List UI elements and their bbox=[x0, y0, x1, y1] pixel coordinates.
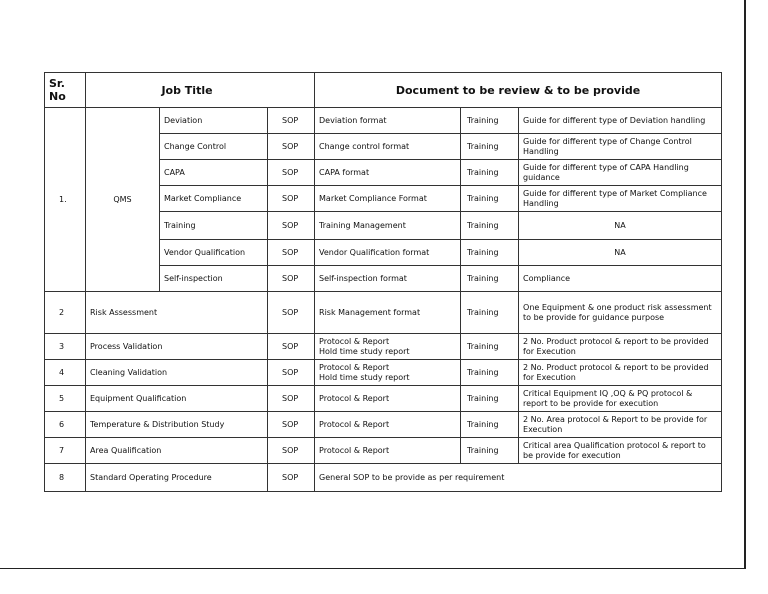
doc-line: Protocol & Report bbox=[319, 393, 390, 403]
sub-title-cell: Training bbox=[160, 212, 268, 240]
remark-cell: NA bbox=[519, 212, 722, 240]
sr-cell: 4 bbox=[45, 360, 86, 386]
remark-cell: Critical Equipment IQ ,OQ & PQ protocol & report to be provide for execution bbox=[519, 386, 722, 412]
doc-cell: General SOP to be provide as per requirement bbox=[315, 464, 722, 492]
header-sr-no: Sr. No bbox=[45, 73, 86, 108]
sr-cell: 1. bbox=[45, 108, 86, 292]
sr-cell: 8 bbox=[45, 464, 86, 492]
sop-cell: SOP bbox=[268, 186, 315, 212]
job-title-cell: Cleaning Validation bbox=[86, 360, 268, 386]
sop-cell: SOP bbox=[268, 464, 315, 492]
sop-cell: SOP bbox=[268, 108, 315, 134]
remark-cell: Compliance bbox=[519, 266, 722, 292]
training-cell: Training bbox=[461, 186, 519, 212]
job-group-cell: QMS bbox=[86, 108, 160, 292]
table-body bbox=[45, 108, 722, 492]
sop-cell: SOP bbox=[268, 334, 315, 360]
training-cell: Training bbox=[461, 160, 519, 186]
doc-line: Hold time study report bbox=[319, 346, 410, 356]
doc-line: Risk Management format bbox=[319, 307, 421, 317]
remark-cell: 2 No. Area protocol & Report to be provide for Execution bbox=[519, 412, 722, 438]
job-title-cell: Equipment Qualification bbox=[86, 386, 268, 412]
remark-cell: Guide for different type of Market Compliance Handling bbox=[519, 186, 722, 212]
sop-cell: SOP bbox=[268, 292, 315, 334]
doc-cell bbox=[315, 438, 461, 464]
header-documents: Document to be review & to be provide bbox=[315, 73, 722, 108]
doc-cell bbox=[315, 292, 461, 334]
training-cell: Training bbox=[461, 334, 519, 360]
doc-cell: Change control format bbox=[315, 134, 461, 160]
sr-cell: 7 bbox=[45, 438, 86, 464]
training-cell: Training bbox=[461, 412, 519, 438]
table-row bbox=[45, 464, 722, 492]
remark-cell: Guide for different type of Deviation handling bbox=[519, 108, 722, 134]
sop-cell: SOP bbox=[268, 212, 315, 240]
doc-cell bbox=[315, 360, 461, 386]
table-row bbox=[45, 334, 722, 360]
doc-line: Protocol & Report bbox=[319, 419, 390, 429]
sub-title-cell: Self-inspection bbox=[160, 266, 268, 292]
job-title-cell: Temperature & Distribution Study bbox=[86, 412, 268, 438]
doc-cell bbox=[315, 412, 461, 438]
table-row bbox=[45, 438, 722, 464]
doc-cell bbox=[315, 386, 461, 412]
sub-title-cell: Change Control bbox=[160, 134, 268, 160]
table-row bbox=[45, 108, 722, 134]
sub-title-cell: Vendor Qualification bbox=[160, 240, 268, 266]
training-cell: Training bbox=[461, 360, 519, 386]
sub-title-cell: Deviation bbox=[160, 108, 268, 134]
sub-title-cell: Market Compliance bbox=[160, 186, 268, 212]
sop-cell: SOP bbox=[268, 240, 315, 266]
doc-cell: Vendor Qualification format bbox=[315, 240, 461, 266]
training-cell: Training bbox=[461, 292, 519, 334]
remark-cell: Guide for different type of Change Control Handling bbox=[519, 134, 722, 160]
sop-cell: SOP bbox=[268, 160, 315, 186]
sr-cell: 3 bbox=[45, 334, 86, 360]
job-title-cell: Standard Operating Procedure bbox=[86, 464, 268, 492]
table-row bbox=[45, 360, 722, 386]
remark-cell: Guide for different type of CAPA Handling guidance bbox=[519, 160, 722, 186]
doc-cell: Market Compliance Format bbox=[315, 186, 461, 212]
training-cell: Training bbox=[461, 266, 519, 292]
sop-cell: SOP bbox=[268, 360, 315, 386]
training-cell: Training bbox=[461, 108, 519, 134]
remark-cell: Critical area Qualification protocol & report to be provide for execution bbox=[519, 438, 722, 464]
remark-cell: 2 No. Product protocol & report to be provided for Execution bbox=[519, 360, 722, 386]
job-title-cell: Process Validation bbox=[86, 334, 268, 360]
sop-cell: SOP bbox=[268, 386, 315, 412]
job-title-cell: Area Qualification bbox=[86, 438, 268, 464]
remark-cell: One Equipment & one product risk assessment to be provide for guidance purpose bbox=[519, 292, 722, 334]
sop-cell: SOP bbox=[268, 412, 315, 438]
doc-cell: Self-inspection format bbox=[315, 266, 461, 292]
sop-cell: SOP bbox=[268, 266, 315, 292]
training-cell: Training bbox=[461, 240, 519, 266]
header-job-title: Job Title bbox=[86, 73, 315, 108]
sop-cell: SOP bbox=[268, 438, 315, 464]
sr-cell: 6 bbox=[45, 412, 86, 438]
job-document-table bbox=[44, 72, 722, 492]
job-title-cell: Risk Assessment bbox=[86, 292, 268, 334]
doc-line: Protocol & Report bbox=[319, 445, 390, 455]
doc-line: Hold time study report bbox=[319, 372, 410, 382]
table-row bbox=[45, 412, 722, 438]
doc-cell: CAPA format bbox=[315, 160, 461, 186]
table-row bbox=[45, 386, 722, 412]
sop-cell: SOP bbox=[268, 134, 315, 160]
doc-line: Protocol & Report bbox=[319, 336, 390, 346]
training-cell: Training bbox=[461, 386, 519, 412]
sub-title-cell: CAPA bbox=[160, 160, 268, 186]
remark-cell: 2 No. Product protocol & report to be provided for Execution bbox=[519, 334, 722, 360]
remark-cell: NA bbox=[519, 240, 722, 266]
sr-cell: 2 bbox=[45, 292, 86, 334]
doc-cell: Training Management bbox=[315, 212, 461, 240]
doc-cell bbox=[315, 334, 461, 360]
table-row bbox=[45, 292, 722, 334]
training-cell: Training bbox=[461, 212, 519, 240]
training-cell: Training bbox=[461, 438, 519, 464]
header-row bbox=[45, 73, 722, 108]
training-cell: Training bbox=[461, 134, 519, 160]
sr-cell: 5 bbox=[45, 386, 86, 412]
doc-cell: Deviation format bbox=[315, 108, 461, 134]
doc-line: Protocol & Report bbox=[319, 362, 390, 372]
